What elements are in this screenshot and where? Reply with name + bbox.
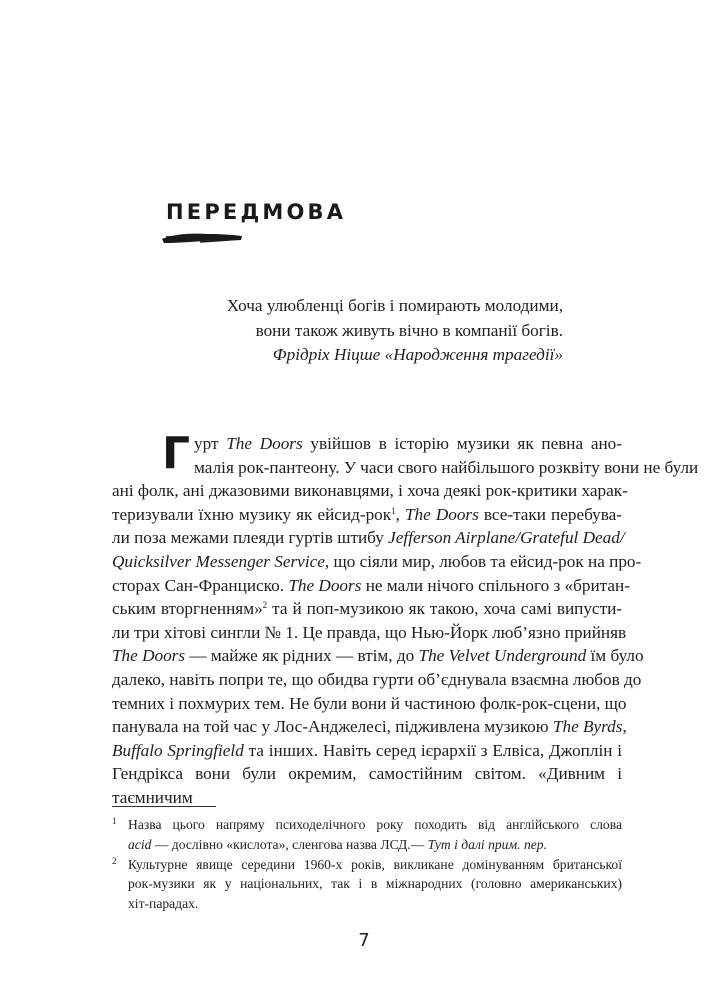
body-line: Buffalo Springfield та інших. Навіть серед ієрархії з Елвіса, Джоплін і Гендрікса вони були окремим, самостійним світом. «Дивним і таємничим (112, 740, 622, 807)
epigraph-line: вони також живуть вічно в компанії богів. (255, 320, 563, 340)
brush-underline-decoration (160, 228, 244, 246)
epigraph (143, 294, 563, 368)
chapter-heading: ПЕРЕДМОВА (166, 200, 347, 224)
body-line: Quicksilver Messenger Service, що сіяли мир, любов та ейсид-рок на про- (112, 551, 642, 571)
body-line: ським вторгненням»$^2$ та й поп-музикою як такою, хоча самі випусти- (112, 599, 622, 619)
body-text (112, 428, 699, 810)
footnote-mark: 1 (112, 816, 117, 826)
body-line: панувала на той час у Лос-Анджелесі, підживлена музикою The Byrds, (112, 717, 627, 737)
footnote-2: 2 Культурне явище середини 1960-х років, викликане домінуванням британської рок-музики як у національних, так і в міжнародних (головно американських) хіт-парадах. (112, 855, 622, 914)
body-line: The Doors — майже як рідних — втім, до The Velvet Underground їм було (112, 646, 644, 666)
body-line: ані фолк, ані джазовими виконавцями, і хоча деякі рок-критики харак- (112, 481, 628, 501)
footnotes (112, 815, 622, 914)
footnote-mark: 2 (112, 855, 117, 866)
body-line: сторах Сан-Франциско. The Doors не мали нічого спільного з «британ- (112, 575, 630, 595)
epigraph-line: Хоча улюбленці богів і помирають молодими, (226, 296, 563, 315)
drop-cap: Г (162, 428, 191, 479)
body-line: далеко, навіть попри те, що обидва гурти об’єднувала взаємна любов до (112, 669, 642, 689)
body-line: урт The Doors увійшов в історію музики як певна ано- (194, 434, 622, 453)
body-line: теризували їхню музику як ейсид-рок$^1$, The Doors все-таки перебува- (112, 504, 623, 524)
body-line: малія рок-пантеону. У часи свого найбільшого розквіту вони не були (194, 457, 699, 477)
footnote-separator (112, 806, 216, 807)
body-line: ли поза межами плеяди гуртів штибу Jefferson Airplane/Grateful Dead/ (112, 528, 625, 548)
body-line: ли три хітові сингли № 1. Це правда, що Нью-Йорк люб’язно прийняв (112, 622, 627, 642)
body-line: темних і похмурих тем. Не були вони й частиною фолк-рок-сцени, що (112, 693, 627, 713)
epigraph-attribution: Фрідріх Ніцше «Народження трагедії» (272, 345, 563, 364)
footnote-1: 1 Назва цього напряму психоделічного року походить від англійського слова acid — дослівно «кислота», сленгова назва ЛСД.— Тут і далі прим. пер. (112, 815, 622, 855)
page-number: 7 (358, 930, 370, 951)
